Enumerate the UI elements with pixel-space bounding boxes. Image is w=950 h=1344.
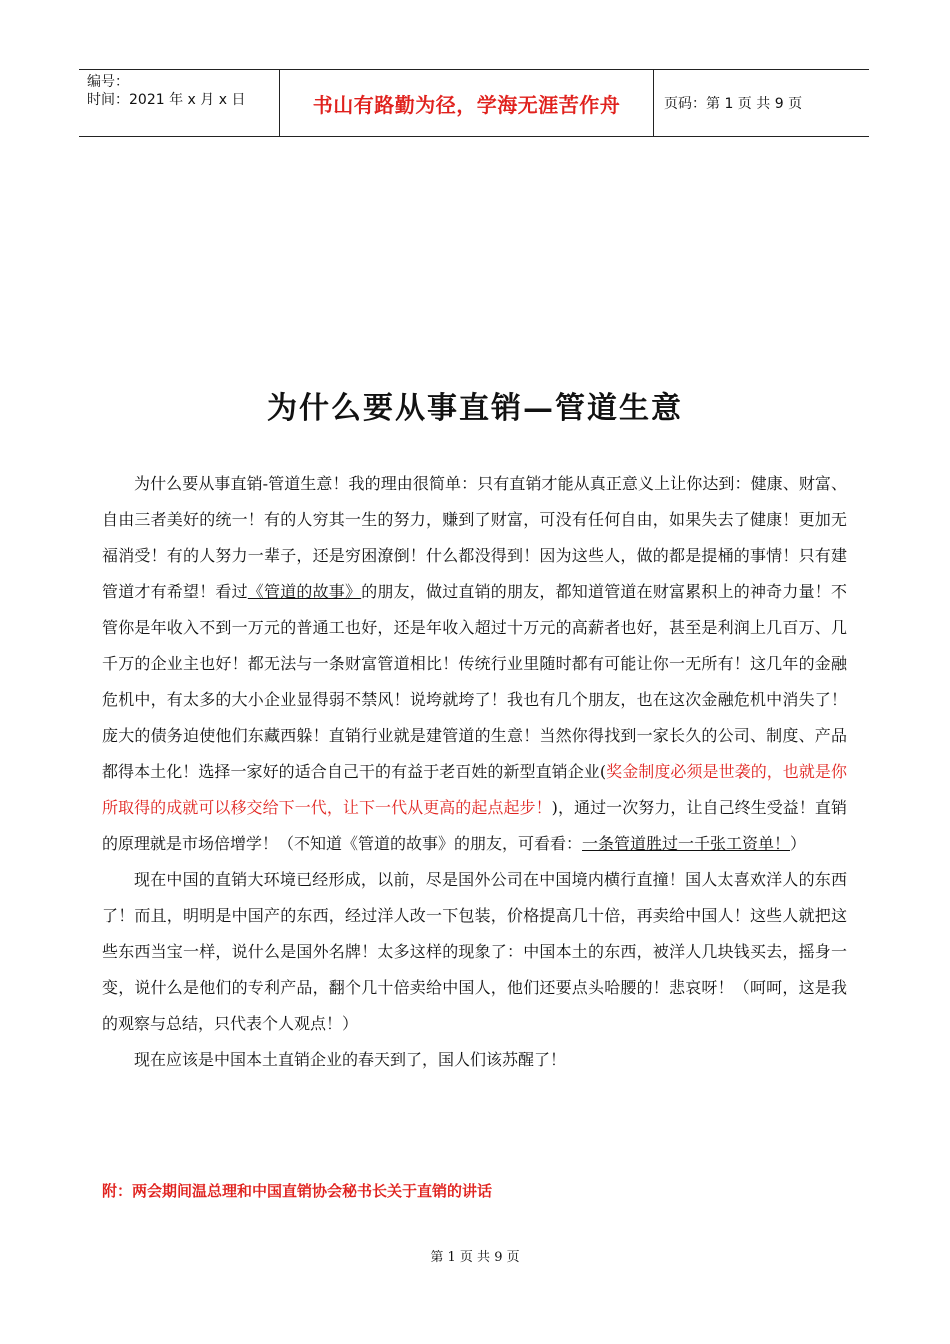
document-number-label: 编号： [87,74,129,90]
paragraph-1-text-b: 的朋友，做过直销的朋友，都知道管道在财富累积上的神奇力量！不管你是年收入不到一万元的普通工也好，还是年收入超过十万元的高薪者也好，甚至是利润上几百万、几千万的企业主也好！都无法与一条财富管道相比！传统行业里随时都有可能让你一无所有！这几年的金融危机中，有太多的大小企业显得弱不禁风！说垮就垮了！我也有几个朋友，也在这次金融危机中消失了！庞大的债务迫使他们东藏西躲！直销行业就是建管道的生意！当然你得找到一家长久的公司、制度、产品都得本土化！选择一家好的适合自己干的有益于老百姓的新型直销企业( [102,582,847,781]
header-motto: 书山有路勤为径，学海无涯苦作舟 [280,70,654,136]
appendix-heading: 附：两会期间温总理和中国直销协会秘书长关于直销的讲话 [102,1182,493,1200]
pipeline-vs-paycheck-link[interactable]: 一条管道胜过一千张工资单！ [582,834,791,853]
page-header [79,69,869,137]
document-time-label: 时间：2021 年 x 月 x 日 [87,92,246,108]
document-body [102,466,847,1078]
paragraph-1 [102,466,847,862]
page-footer: 第 1 页 共 9 页 [430,1250,520,1265]
header-meta [79,70,280,136]
paragraph-1-text-d: ） [790,834,807,853]
header-page-info: 页码：第 1 页 共 9 页 [664,96,803,112]
paragraph-2: 现在中国的直销大环境已经形成，以前，尽是国外公司在中国境内横行直撞！国人太喜欢洋人的东西了！而且，明明是中国产的东西，经过洋人改一下包装，价格提高几十倍，再卖给中国人！这些人就把这些东西当宝一样，说什么是国外名牌！太多这样的现象了：中国本土的东西，被洋人几块钱买去，摇身一变，说什么是他们的专利产品，翻个几十倍卖给中国人，他们还要点头哈腰的！悲哀呀！（呵呵，这是我的观察与总结，只代表个人观点！） [102,870,847,1033]
document-title: 为什么要从事直销—管道生意 [267,391,683,426]
paragraph-1-text-a: 为什么要从事直销-管道生意！我的理由很简单：只有直销才能从真正意义上让你达到：健康、财富、自由三者美好的统一！有的人穷其一生的努力，赚到了财富，可没有任何自由，如果失去了健康！更加无福消受！有的人努力一辈子，还是穷困潦倒！什么都没得到！因为这些人，做的都是提桶的事情！只有建管道才有希望！看过 [102,474,847,601]
pipeline-story-link[interactable]: 《管道的故事》 [247,582,362,601]
paragraph-3: 现在应该是中国本土直销企业的春天到了，国人们该苏醒了！ [134,1050,567,1069]
bonus-system-highlight: 奖金制度必须是世袭的，也就是你所取得的成就可以移交给下一代，让下一代从更高的起点起步！ [102,762,847,817]
paragraph-1-text-c: )，通过一次努力，让自己终生受益！直销的原理就是市场倍增学！（不知道《管道的故事》的朋友，可看看： [102,798,847,853]
